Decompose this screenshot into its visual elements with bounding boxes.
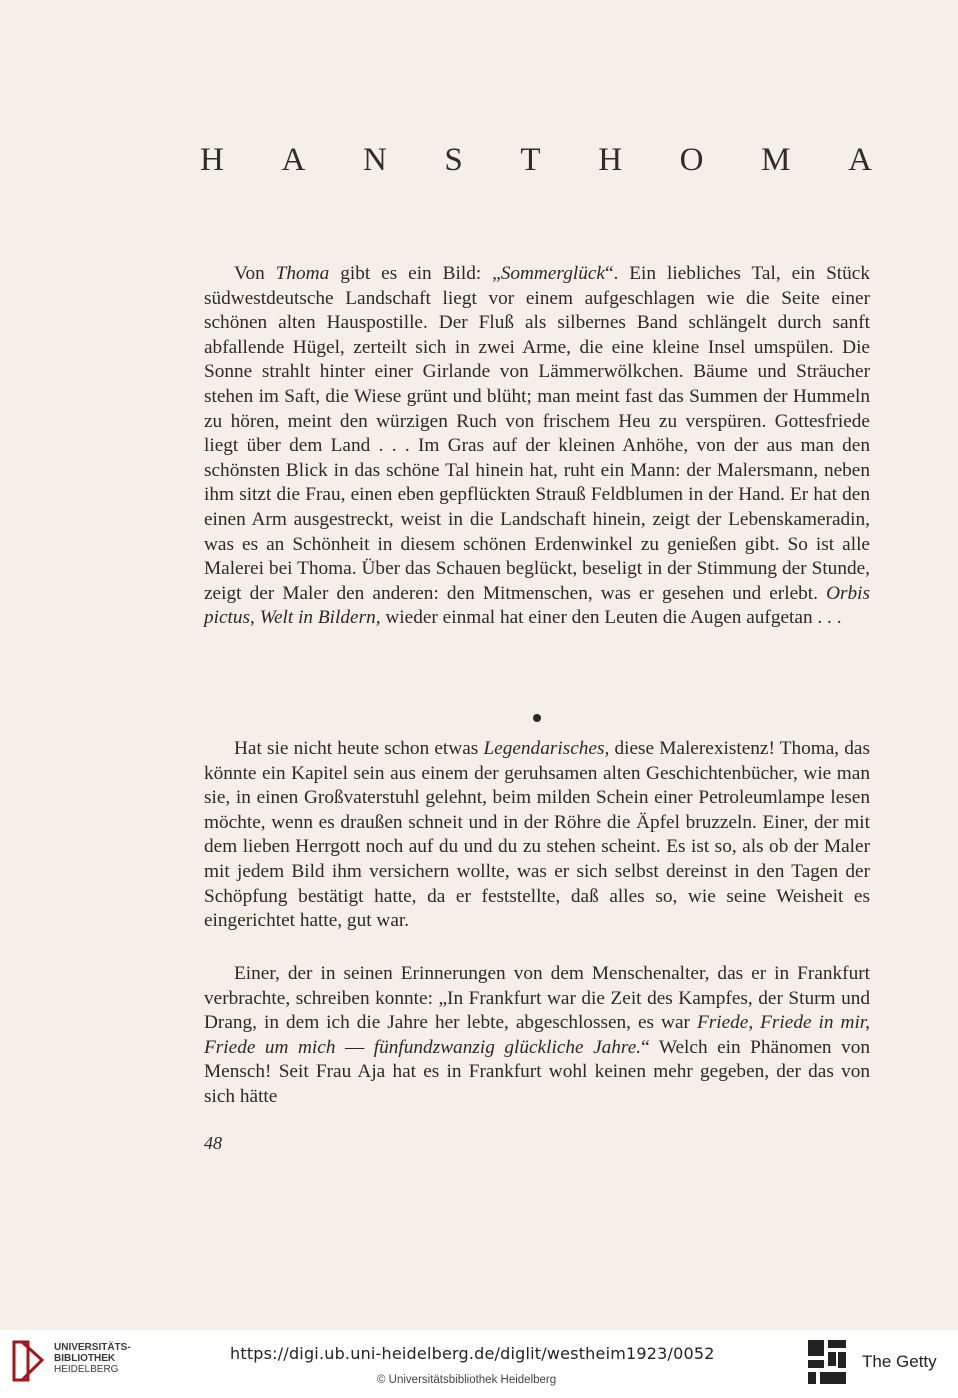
paragraph-1 [204, 262, 870, 631]
italic-run: Legendarisches, [483, 738, 610, 759]
italic-run: Orbis pictus, Welt in Bildern, [204, 582, 870, 629]
copyright-notice: © Universitätsbibliothek Heidelberg [377, 1374, 557, 1386]
paragraph-3 [204, 962, 870, 1110]
title-letter: A [281, 142, 306, 178]
title-letter: M [761, 142, 791, 178]
title-letter: T [520, 142, 541, 178]
text-run: “ Welch ein Phänomen von Mensch! Seit Frau Aja hat es in Frankfurt wohl keinen mehr gegeben, der das von sich hätte [204, 1036, 871, 1107]
library-name-line-2: BIBLIOTHEK [54, 1353, 116, 1364]
title-letter: O [679, 142, 704, 178]
university-library-logo-icon [8, 1338, 48, 1384]
paragraph-2 [204, 737, 870, 934]
title-letter: H [598, 142, 623, 178]
library-name-line-3: HEIDELBERG [54, 1364, 119, 1375]
text-run: Von [234, 263, 276, 284]
text-run: Einer, der in seinen Erinnerungen von dem Menschenalter, das er in Frankfurt verbrachte, schreiben konnte: „In Frankfurt war die Zeit des Kampfes, der Sturm und Drang, in dem ich die Jahre her lebte, abgeschlossen, es war [204, 963, 870, 1034]
viewer-footer [0, 1330, 958, 1398]
italic-run: Thoma [275, 263, 330, 284]
italic-run: Friede, Friede in mir, Friede um mich [204, 1012, 870, 1058]
library-name [54, 1342, 131, 1375]
title-letter: H [200, 142, 224, 178]
title-letter: S [444, 142, 463, 178]
title-letter: A [848, 142, 872, 178]
text-run: wieder einmal hat einer den Leuten die Augen aufgetan . . . [380, 607, 842, 629]
text-run: diese Malerexistenz! Thoma, das könnte ein Kapitel sein aus einem der geruhsamen alten Geschichtenbücher, wie man sie, in einen Großvaterstuhl gelehnt, beim milden Schein einer Petroleumlampe lesen möchte, wenn es draußen schneit und in der Röhre die Äpfel bruzzeln. Einer, der mit dem lieben Herrgott noch auf du und du zu stehen scheint. Es ist so, als ob der Maler mit jedem Bild ihm versichern wollte, was er sich selbst dereinst in den Tagen der Schöpfung bestätigt hatte, da er feststellte, daß alles so, wie seine Weisheit es eingerichtet hatte, gut war. [204, 738, 870, 932]
title-letter: N [362, 142, 387, 178]
getty-label: The Getty [862, 1352, 937, 1371]
page-number: 48 [204, 1133, 222, 1153]
library-name-line-1: UNIVERSITÄTS- [54, 1342, 131, 1353]
italic-run: Sommerglück [500, 263, 605, 284]
section-divider-bullet [533, 714, 541, 722]
italic-run: fünfundzwanzig glückliche Jahre. [373, 1036, 642, 1058]
permalink-url[interactable]: https://digi.ub.uni-heidelberg.de/diglit/westheim1923/0052 [230, 1344, 715, 1363]
getty-logo-icon [806, 1338, 848, 1386]
page-title [200, 142, 872, 179]
text-run: — [335, 1036, 374, 1058]
text-run: “. Ein liebliches Tal, ein Stück südwestdeutsche Landschaft liegt vor einem aufgeschlagen wie die Seite einer schönen alten Hauspostille. Der Fluß als silbernes Band schlängelt durch sanft abfallende Hügel, zerteilt sich in zwei Arme, die eine kleine Insel umspülen. Die Sonne strahlt hinter einer Girlande von Lämmerwölkchen. Bäume und Sträucher stehen im Saft, die Wiese grünt und blüht; man meint fast das Summen der Hummeln zu hören, meint den würzigen Ruch von frischem Heu zu verspüren. Gottesfriede liegt über dem Land . . . Im Gras auf der kleinen Anhöhe, von der aus man den schönsten Blick in das schöne Tal hinein hat, ruht ein Mann: der Malersmann, neben ihm sitzt die Frau, einen eben gepflückten Strauß Feldblumen in der Hand. Er hat den einen Arm ausgestreckt, weist in die Landschaft hinein, zeigt der Lebenskameradin, was es an Schönheit in diesem schönen Erdenwinkel zu genießen gibt. So ist alle Malerei bei Thoma. Über das Schauen beglückt, beseligt in der Stimmung der Stunde, zeigt der Maler den anderen: den Mitmenschen, was er gesehen und erlebt. [204, 263, 871, 604]
text-run: gibt es ein Bild: „ [329, 263, 501, 284]
text-run: Hat sie nicht heute schon etwas [234, 738, 484, 759]
